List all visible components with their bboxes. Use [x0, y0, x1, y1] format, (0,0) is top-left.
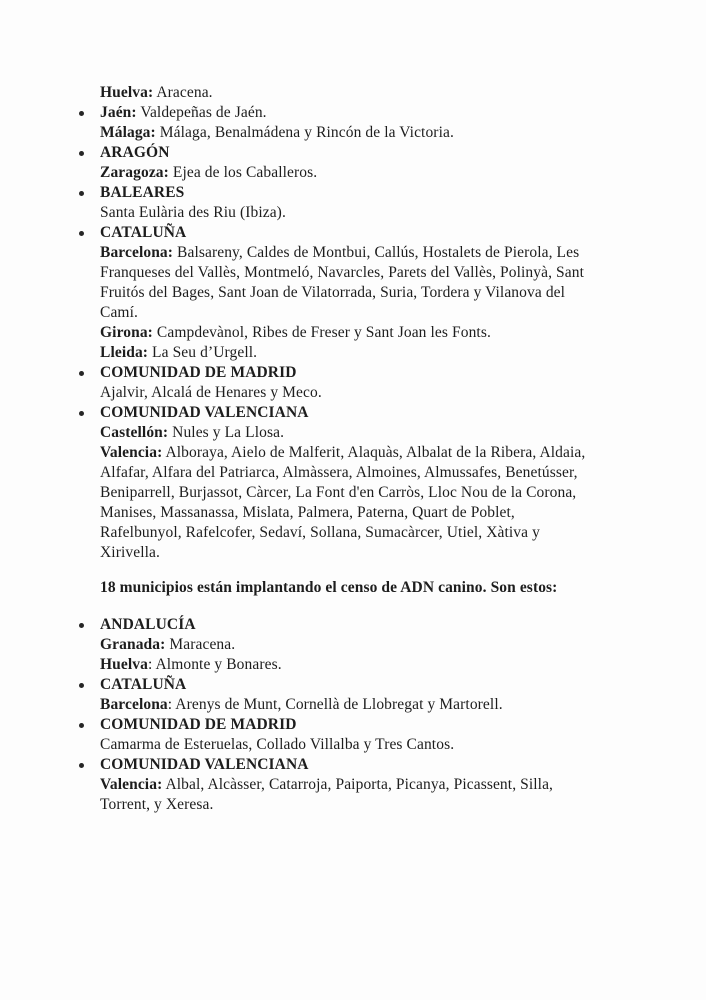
- municipalities-text: Balsareny, Caldes de Montbui, Callús, Hostalets de Pierola, Les Franqueses del Vallès, Montmeló, Navarcles, Parets del Vallès, Polinyà, Sant Fruitós del Bages, Sant Joan de Vilatorrada, Suria, Tordera y Vilanova del Camí.: [100, 244, 584, 321]
- municipalities-text: La Seu d’Urgell.: [148, 344, 258, 361]
- municipality-item: [100, 343, 588, 363]
- municipalities-text: : Almonte y Bonares.: [147, 656, 282, 673]
- province-label: Málaga:: [100, 124, 156, 141]
- municipality-item: [100, 735, 588, 755]
- municipality-item: [100, 443, 588, 563]
- municipality-item: [100, 163, 588, 183]
- province-label: Huelva:: [100, 84, 154, 101]
- region-label: COMUNIDAD DE MADRID: [100, 716, 297, 733]
- bullet-icon: [79, 371, 84, 376]
- province-label: Barcelona:: [100, 244, 174, 261]
- region-label: BALEARES: [100, 184, 185, 201]
- region-item: [100, 143, 588, 163]
- municipality-item: [100, 635, 588, 655]
- region-item: [100, 183, 588, 203]
- municipalities-text: Ajalvir, Alcalá de Henares y Meco.: [100, 384, 322, 401]
- province-label: Valencia:: [100, 444, 163, 461]
- municipalities-text: Valdepeñas de Jaén.: [136, 104, 267, 121]
- region-item: [100, 363, 588, 383]
- bullet-icon: [79, 763, 84, 768]
- municipalities-text: : Arenys de Munt, Cornellà de Llobregat y Martorell.: [167, 696, 503, 713]
- municipality-item: [100, 695, 588, 715]
- municipalities-text: Nules y La Llosa.: [168, 424, 285, 441]
- municipalities-text: Campdevànol, Ribes de Freser y Sant Joan les Fonts.: [152, 324, 491, 341]
- region-item: [100, 223, 588, 243]
- bullet-icon: [79, 723, 84, 728]
- region-item: [100, 403, 588, 423]
- region-label: COMUNIDAD VALENCIANA: [100, 404, 309, 421]
- province-label: Jaén:: [100, 104, 137, 121]
- municipalities-text: Santa Eulària des Riu (Ibiza).: [100, 204, 286, 221]
- region-label: ARAGÓN: [100, 144, 170, 161]
- municipality-item: [100, 103, 588, 123]
- municipalities-text: Ejea de los Caballeros.: [168, 164, 318, 181]
- region-label: COMUNIDAD DE MADRID: [100, 364, 297, 381]
- region-item: [100, 755, 588, 775]
- region-label: CATALUÑA: [100, 676, 187, 693]
- municipalities-text: Alboraya, Aielo de Malferit, Alaquàs, Albalat de la Ribera, Aldaia, Alfafar, Alfara del Patriarca, Almàssera, Almoines, Almussafes, Benetússer, Beniparrell, Burjassot, Càrcer, La Font d'en Carròs, Lloc Nou de la Corona, Manises, Massanassa, Mislata, Palmera, Paterna, Quart de Poblet, Rafelbunyol, Rafelcofer, Sedaví, Sollana, Sumacàrcer, Utiel, Xàtiva y Xirivella.: [100, 444, 586, 561]
- municipality-item: [100, 83, 588, 103]
- municipality-item: [100, 323, 588, 343]
- region-item: [100, 615, 588, 635]
- municipality-item: [100, 383, 588, 403]
- municipality-item: [100, 423, 588, 443]
- municipalities-text: Camarma de Esteruelas, Collado Villalba y Tres Cantos.: [100, 736, 455, 753]
- intro-heading: 18 municipios están implantando el censo de ADN canino. Son estos:: [100, 579, 558, 596]
- bullet-icon: [79, 231, 84, 236]
- bullet-icon: [79, 623, 84, 628]
- province-label: Huelva: [100, 656, 148, 673]
- bullet-icon: [79, 683, 84, 688]
- municipalities-text: Aracena.: [153, 84, 213, 101]
- region-item: [100, 675, 588, 695]
- municipality-item: [100, 243, 588, 323]
- province-label: Girona:: [100, 324, 153, 341]
- region-label: CATALUÑA: [100, 224, 187, 241]
- province-label: Valencia:: [100, 776, 163, 793]
- province-label: Castellón:: [100, 424, 169, 441]
- bullet-icon: [79, 111, 84, 116]
- bullet-icon: [79, 191, 84, 196]
- province-label: Granada:: [100, 636, 166, 653]
- document-content: [100, 83, 588, 815]
- region-label: COMUNIDAD VALENCIANA: [100, 756, 309, 773]
- bullet-icon: [79, 411, 84, 416]
- province-label: Lleida:: [100, 344, 149, 361]
- municipality-item: [100, 775, 588, 815]
- bullet-icon: [79, 151, 84, 156]
- municipality-item: [100, 203, 588, 223]
- municipality-item: [100, 123, 588, 143]
- municipality-item: [100, 655, 588, 675]
- municipalities-text: Maracena.: [165, 636, 236, 653]
- municipalities-text: Málaga, Benalmádena y Rincón de la Victoria.: [155, 124, 454, 141]
- province-label: Zaragoza:: [100, 164, 169, 181]
- province-label: Barcelona: [100, 696, 168, 713]
- municipalities-text: Albal, Alcàsser, Catarroja, Paiporta, Picanya, Picassent, Silla, Torrent, y Xeresa.: [100, 776, 554, 813]
- region-item: [100, 715, 588, 735]
- region-label: ANDALUCÍA: [100, 616, 196, 633]
